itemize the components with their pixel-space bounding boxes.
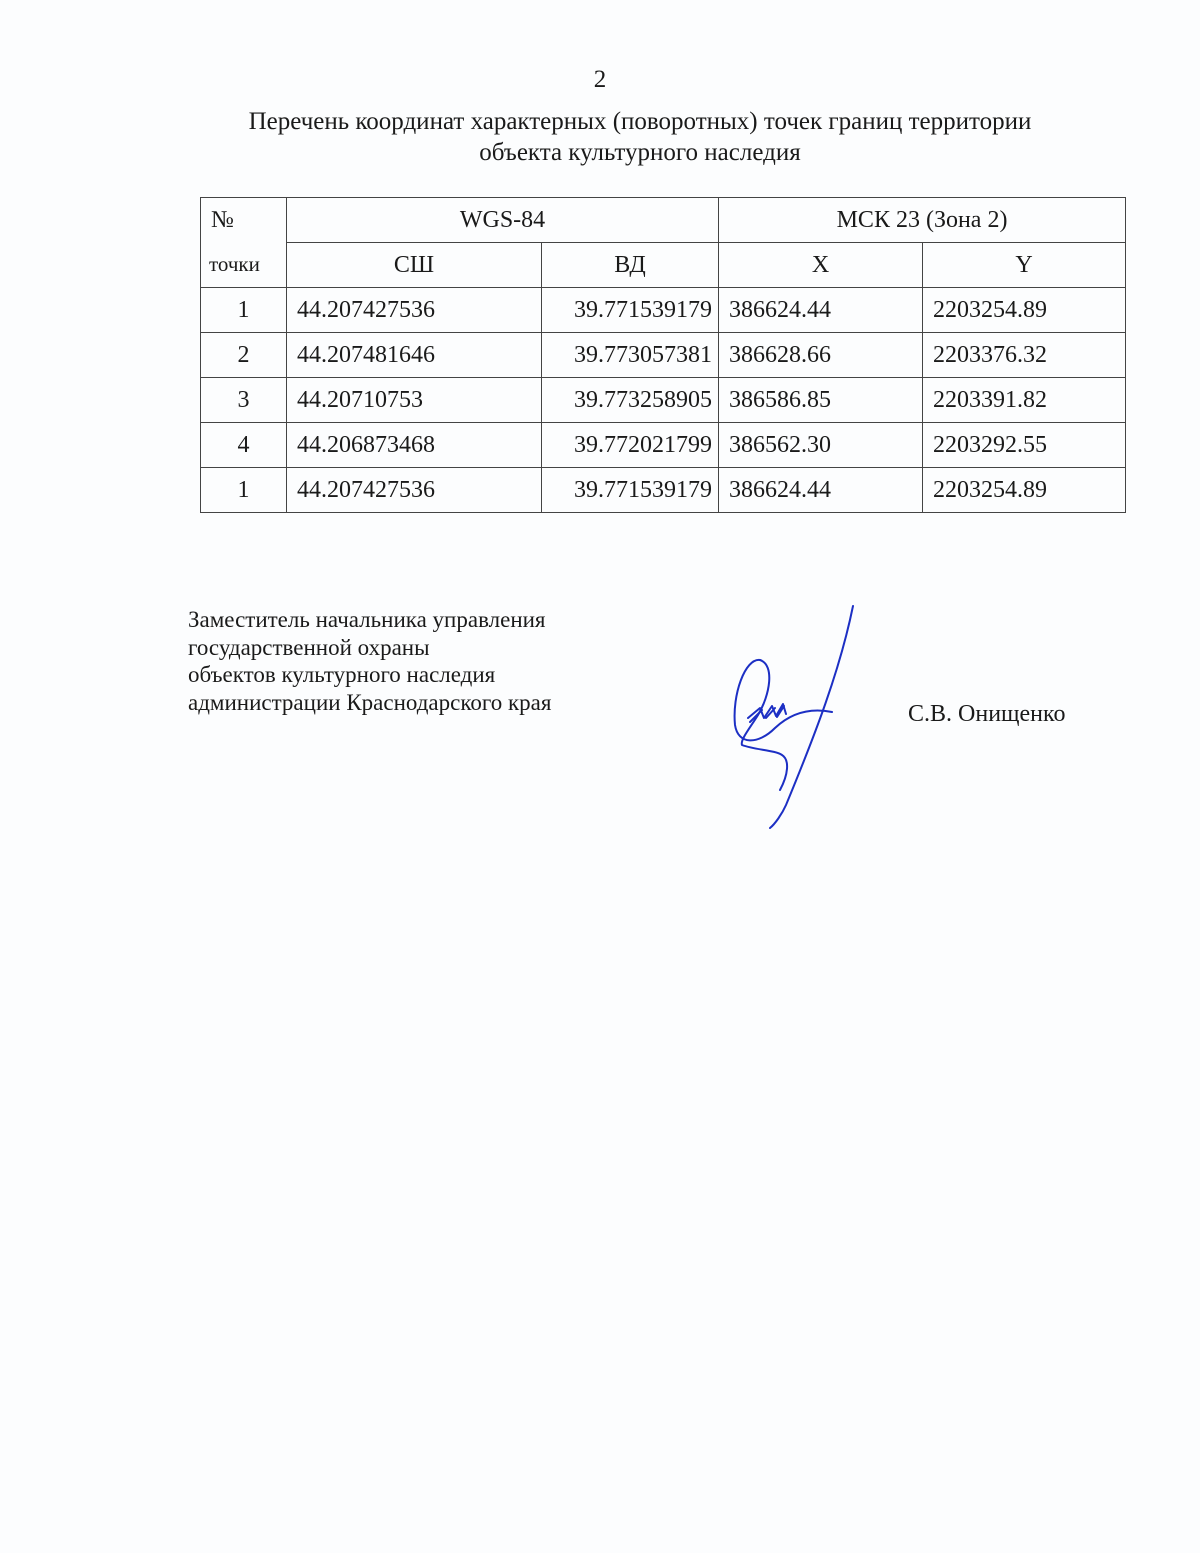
latitude-cell: 44.206873468 <box>287 423 542 468</box>
signatory-name: С.В. Онищенко <box>908 701 1066 727</box>
header-x: X <box>719 243 923 288</box>
header-longitude: ВД <box>542 243 719 288</box>
table-row <box>201 468 1126 513</box>
header-msk23-group: МСК 23 (Зона 2) <box>719 198 1126 243</box>
header-latitude: СШ <box>287 243 542 288</box>
handwritten-signature <box>720 600 870 830</box>
y-cell: 2203254.89 <box>923 288 1126 333</box>
x-cell: 386628.66 <box>719 333 923 378</box>
header-wgs84-group: WGS-84 <box>287 198 719 243</box>
latitude-cell: 44.207427536 <box>287 468 542 513</box>
latitude-cell: 44.207481646 <box>287 333 542 378</box>
point-number: 3 <box>201 378 287 423</box>
page-number: 2 <box>593 66 607 93</box>
x-cell: 386624.44 <box>719 288 923 333</box>
point-number: 4 <box>201 423 287 468</box>
table-row <box>201 423 1126 468</box>
latitude-cell: 44.20710753 <box>287 378 542 423</box>
table-header-row-1 <box>201 198 1126 243</box>
table-header-row-2 <box>201 243 1126 288</box>
y-cell: 2203292.55 <box>923 423 1126 468</box>
document-title-line-2: объекта культурного наследия <box>479 139 801 166</box>
table-row <box>201 288 1126 333</box>
longitude-cell: 39.771539179 <box>542 288 719 333</box>
longitude-cell: 39.772021799 <box>542 423 719 468</box>
document-title-line-1: Перечень координат характерных (поворотных) точек границ территории <box>248 108 1032 135</box>
x-cell: 386586.85 <box>719 378 923 423</box>
header-number-symbol: № <box>201 198 287 243</box>
signatory-position <box>188 606 551 716</box>
y-cell: 2203376.32 <box>923 333 1126 378</box>
signatory-position-line-3: объектов культурного наследия <box>188 662 496 687</box>
longitude-cell: 39.773258905 <box>542 378 719 423</box>
table-row <box>201 378 1126 423</box>
coordinates-table <box>200 197 1126 513</box>
x-cell: 386624.44 <box>719 468 923 513</box>
table-row <box>201 333 1126 378</box>
longitude-cell: 39.773057381 <box>542 333 719 378</box>
signatory-position-line-4: администрации Краснодарского края <box>188 689 552 715</box>
header-y: Y <box>923 243 1126 288</box>
document-title <box>150 106 1130 168</box>
y-cell: 2203254.89 <box>923 468 1126 513</box>
x-cell: 386562.30 <box>719 423 923 468</box>
longitude-cell: 39.771539179 <box>542 468 719 513</box>
point-number: 2 <box>201 333 287 378</box>
y-cell: 2203391.82 <box>923 378 1126 423</box>
signatory-position-line-1: Заместитель начальника управления <box>188 607 546 632</box>
header-point-label: точки <box>201 243 287 288</box>
signatory-position-line-2: государственной охраны <box>188 634 430 660</box>
point-number: 1 <box>201 288 287 333</box>
point-number: 1 <box>201 468 287 513</box>
latitude-cell: 44.207427536 <box>287 288 542 333</box>
